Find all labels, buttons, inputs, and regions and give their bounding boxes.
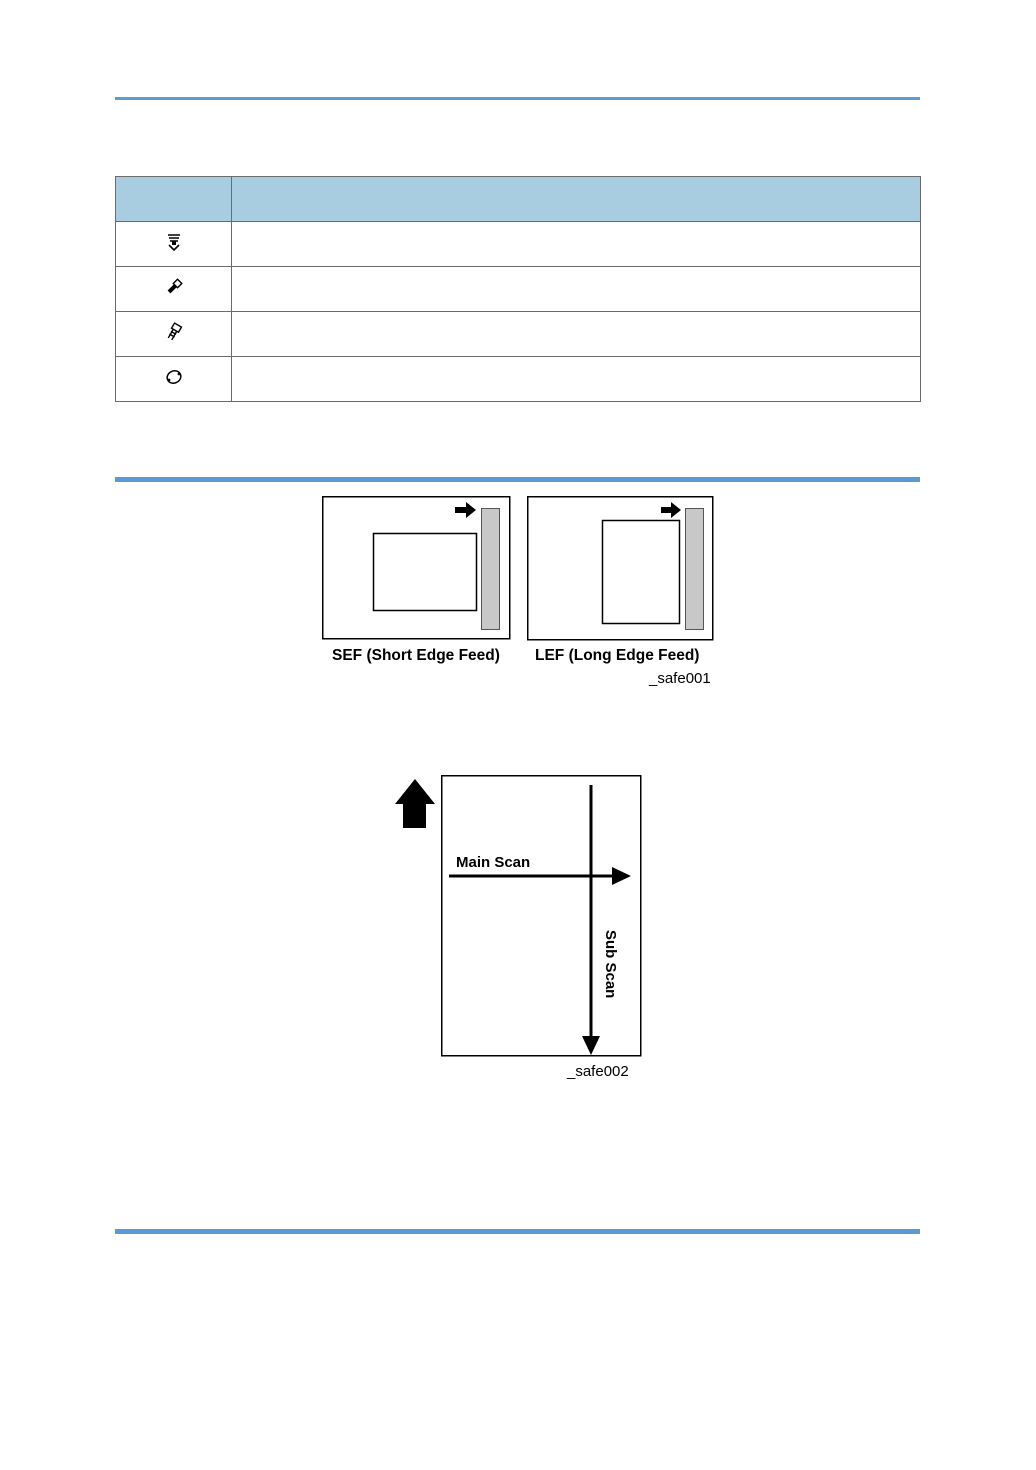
table-row [116, 312, 921, 357]
sef-caption: SEF (Short Edge Feed) [332, 647, 500, 664]
table-row [116, 357, 921, 402]
table-cell-description [232, 312, 921, 357]
harness-clamp-icon [165, 368, 183, 386]
paper-outline [442, 776, 641, 1056]
table-cell-description [232, 267, 921, 312]
figure-id: _safe001 [649, 670, 711, 687]
table-cell-description [232, 357, 921, 402]
symbol-table [115, 176, 921, 402]
sef-feed-bar [482, 509, 500, 630]
lef-diagram [527, 496, 714, 641]
arrow-up-icon [395, 779, 435, 828]
lef-feed-bar [686, 509, 704, 630]
sef-paper [374, 534, 477, 611]
description-column-header [232, 177, 921, 222]
table-header-row [116, 177, 921, 222]
table-row [116, 267, 921, 312]
section-rule [115, 477, 920, 482]
scan-direction-diagram [393, 774, 645, 1060]
lef-paper [603, 521, 680, 624]
sub-scan-label: Sub Scan [602, 930, 619, 999]
main-scan-label: Main Scan [456, 854, 531, 871]
symbol-column-header [116, 177, 232, 222]
lef-caption: LEF (Long Edge Feed) [535, 647, 700, 664]
table-cell-description [232, 222, 921, 267]
sef-diagram [322, 496, 511, 640]
section-rule [115, 1229, 920, 1234]
screw-icon [165, 278, 183, 296]
connector-icon [165, 322, 183, 342]
header-rule [115, 97, 920, 100]
table-row [116, 222, 921, 267]
clip-ring-icon [165, 233, 183, 251]
figure-id: _safe002 [567, 1063, 629, 1080]
